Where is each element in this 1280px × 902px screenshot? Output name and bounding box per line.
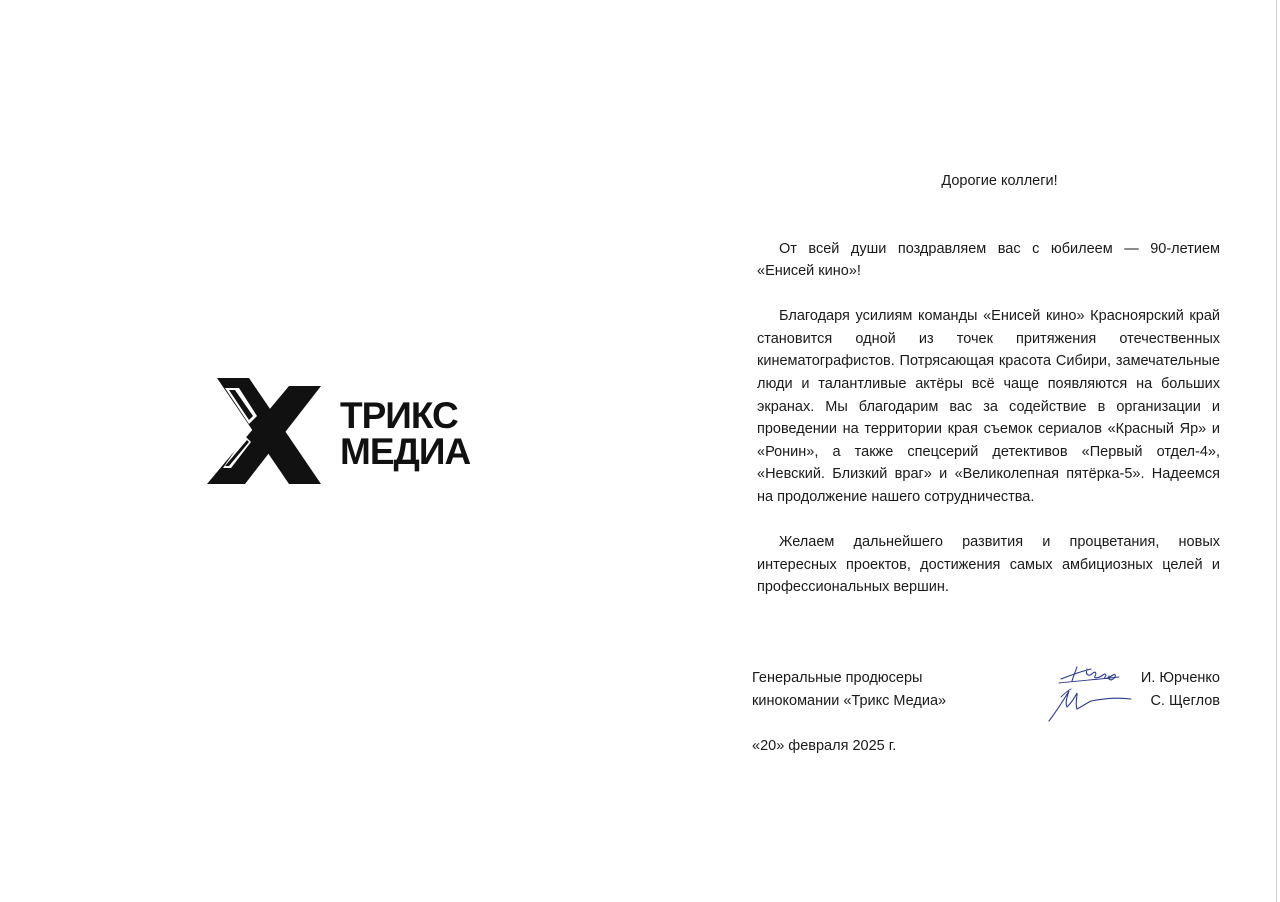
paragraph-congrats: От всей души поздравляем вас с юбилеем — 90-летием «Енисей кино»! xyxy=(757,240,1220,280)
signer-role xyxy=(752,667,946,712)
company-logo xyxy=(205,376,505,488)
paragraph-thanks: Благодаря усилиям команды «Енисей кино» Красноярский край становится одной из точек притяжения отечественных кинематографистов. Потрясающая красота Сибири, замечательные люди и талантливые актёры всё чаще появляются на больших экранах. Мы благодарим вас за содействие в организации и проведении на территории края съемок сериалов «Красный Яр» и «Ронин», а также спецсерий детективов «Первый отдел-4», «Невский. Близкий враг» и «Великолепная пятёрка-5». Надеемся на продолжение нашего сотрудничества. xyxy=(757,308,1220,506)
logo-line-2: МЕДИА xyxy=(340,431,471,472)
signer-name-1: И. Юрченко xyxy=(1140,670,1220,686)
signer-name-2: С. Щеглов xyxy=(1150,692,1220,709)
handwritten-signatures xyxy=(1047,661,1137,727)
letter-body xyxy=(757,170,1220,599)
logo-wordmark xyxy=(340,395,471,472)
signer-role-line-1: Генеральные продюсеры xyxy=(752,670,923,686)
greeting: Дорогие коллеги! xyxy=(941,173,1058,189)
paragraph-wishes: Желаем дальнейшего развития и процветания, новых интересных проектов, достижения самых амбициозных целей и профессиональных вершин. xyxy=(757,534,1220,596)
signer-names xyxy=(1141,667,1220,712)
logo-line-1: ТРИКС xyxy=(340,395,458,436)
page-edge xyxy=(1276,0,1277,902)
x-logo-icon xyxy=(205,376,323,488)
letter-date: «20» февраля 2025 г. xyxy=(752,738,897,754)
signer-role-line-2: кинокомании «Трикс Медиа» xyxy=(752,692,947,709)
